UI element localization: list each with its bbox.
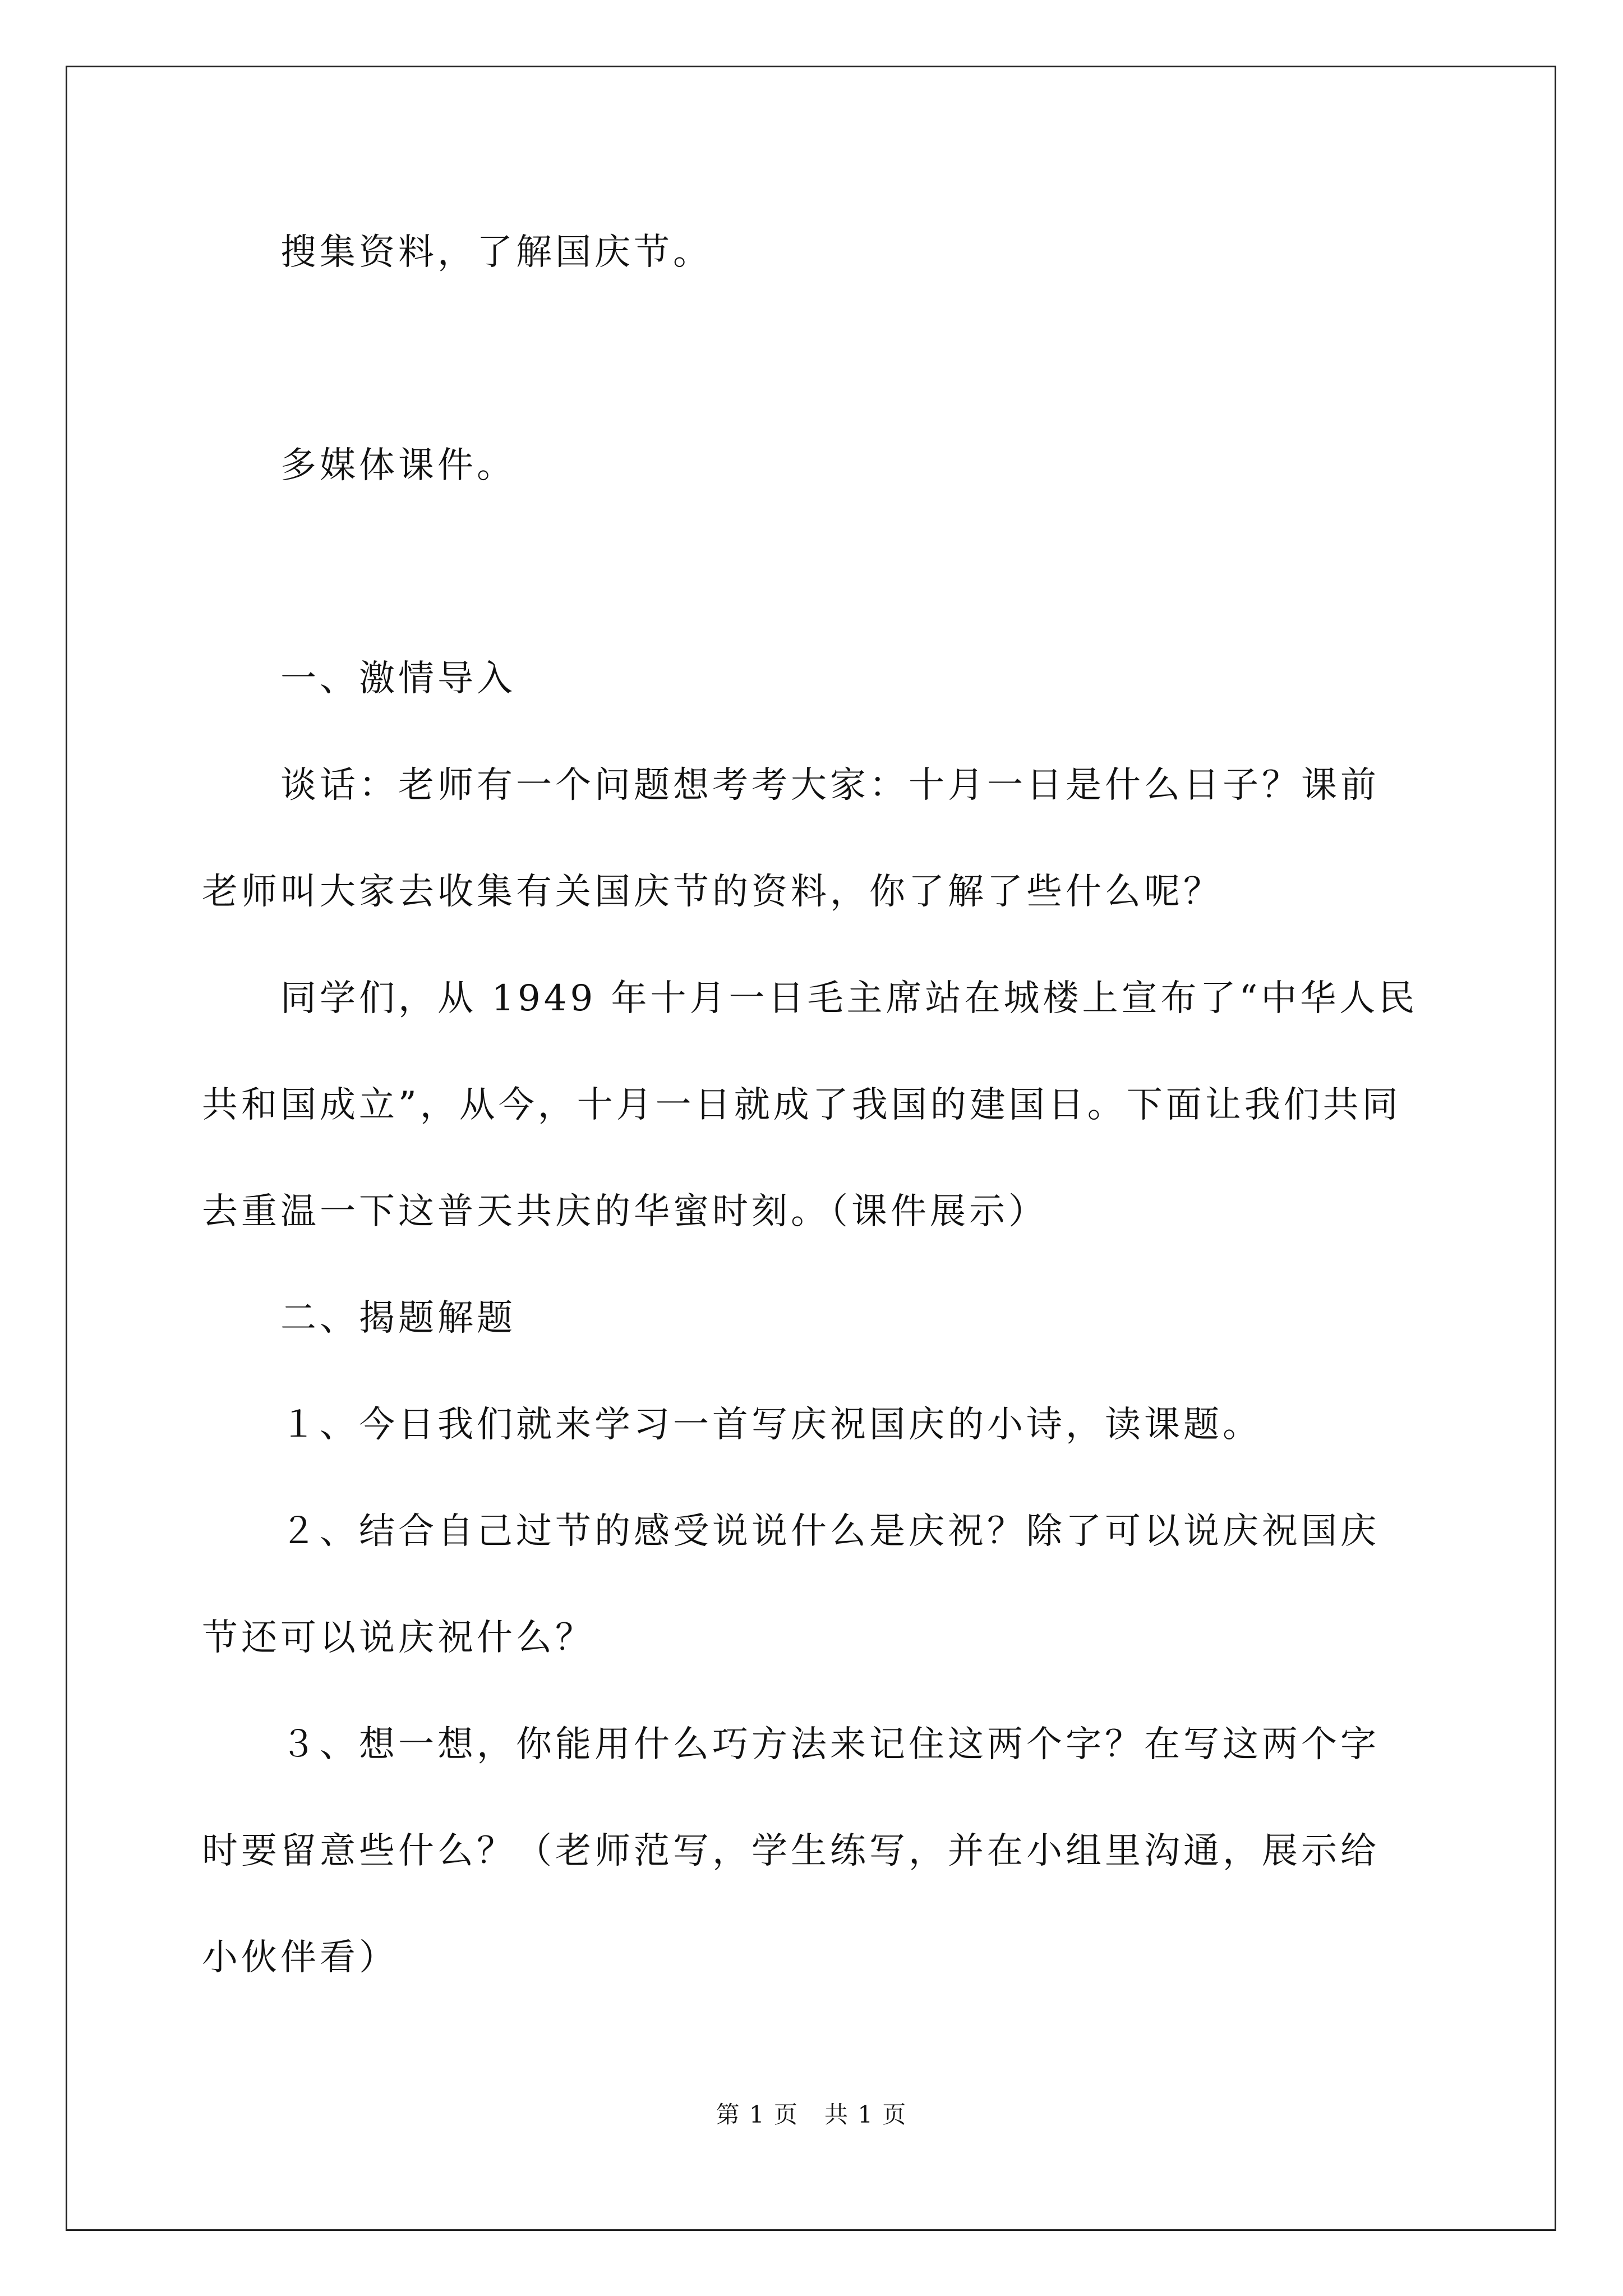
paragraph-line: 谈话：老师有一个问题想考考大家：十月一日是什么日子？课前 bbox=[280, 765, 1380, 806]
page-border bbox=[66, 66, 1556, 2231]
paragraph-line: 节还可以说庆祝什么？ bbox=[202, 1617, 594, 1659]
page-footer bbox=[0, 2100, 1623, 2129]
paragraph-line: 去重温一下这普天共庆的华蜜时刻。（课件展示） bbox=[202, 1191, 1048, 1232]
paragraph-line: 多媒体课件。 bbox=[280, 445, 516, 486]
list-item: ３、想一想，你能用什么巧方法来记住这两个字？在写这两个字 bbox=[280, 1724, 1380, 1765]
page-number: 第 1 页 bbox=[716, 2101, 799, 2128]
paragraph-line: 共和国成立”，从今，十月一日就成了我国的建国日。下面让我们共同 bbox=[202, 1084, 1401, 1126]
list-item: ２、结合自己过节的感受说说什么是庆祝？除了可以说庆祝国庆 bbox=[280, 1511, 1380, 1552]
paragraph-line: 小伙伴看） bbox=[202, 1937, 398, 1978]
page-total: 共 1 页 bbox=[824, 2101, 907, 2128]
paragraph-line: 同学们，从 1949 年十月一日毛主席站在城楼上宣布了“中华人民 bbox=[280, 978, 1418, 1019]
paragraph-line: 时要留意些什么？（老师范写，学生练写，并在小组里沟通，展示给 bbox=[202, 1830, 1380, 1872]
paragraph-line: 老师叫大家去收集有关国庆节的资料，你了解了些什么呢？ bbox=[202, 871, 1223, 913]
paragraph-line: 搜集资料，了解国庆节。 bbox=[280, 232, 712, 273]
section-heading: 一、激情导入 bbox=[280, 658, 516, 700]
section-heading: 二、揭题解题 bbox=[280, 1297, 516, 1339]
list-item: １、今日我们就来学习一首写庆祝国庆的小诗，读课题。 bbox=[280, 1404, 1262, 1446]
